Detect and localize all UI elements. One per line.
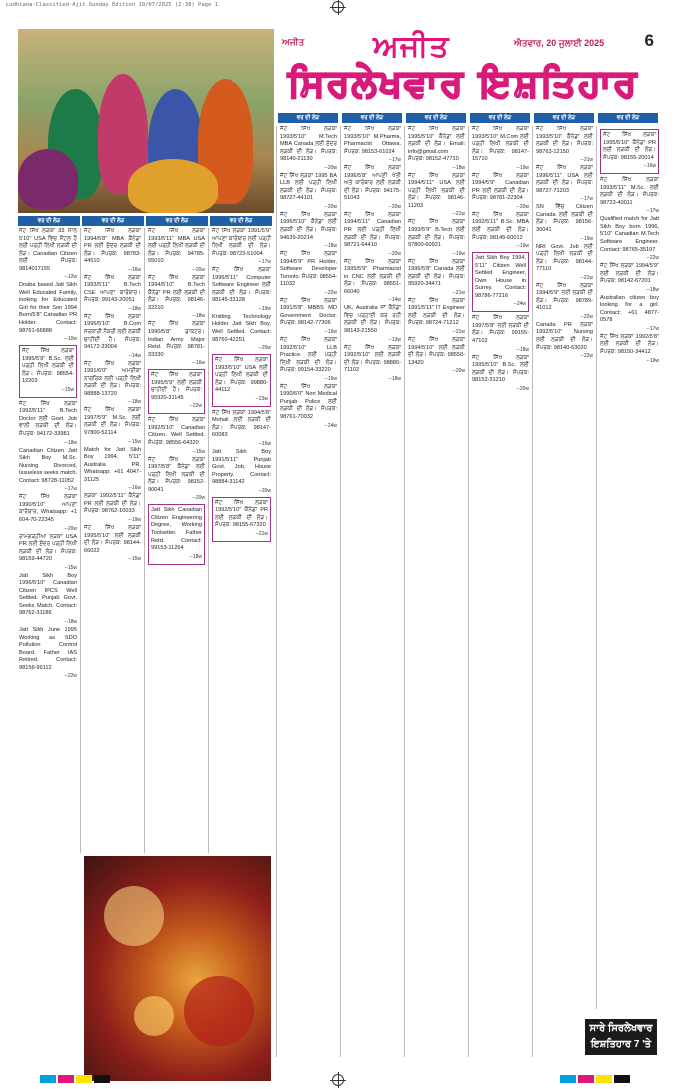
ad-code: --19w: [452, 250, 465, 257]
ad-column-3: [144, 228, 208, 853]
ad-column-5: [276, 126, 340, 1057]
classified-ad: [84, 275, 141, 312]
ad-code: --16w: [128, 485, 141, 492]
ad-text: ਜੱਟ ਸਿੱਖ ਲੜਕਾ 1994/5'11" Canadian PR ਲਈ ਪੜ੍ਹੀ ਲਿਖੀ ਲੜਕੀ ਦੀ ਲੋੜ। ਸੰਪਰਕ: 98721-64410: [344, 211, 401, 249]
classified-ad: [408, 298, 465, 335]
ad-code: --20w: [324, 164, 337, 171]
ad-text: Australian citizen boy looking for a girl. Contact: +61 4877-0578: [600, 294, 659, 324]
ad-code: --12w: [64, 274, 77, 281]
classified-ad: [84, 525, 141, 562]
ad-column-9: [532, 126, 596, 1057]
ad-code: --15w: [64, 564, 77, 571]
ad-column-8: [468, 126, 532, 1057]
ad-text: ਜੱਟ ਸਿੱਖ ਲੜਕਾ 1990/5'10" ਆਪਣਾ ਕਾਰੋਬਾਰ, Whatsapp: +1 604-70-22345: [19, 494, 77, 523]
ad-text: ਜੱਟ ਸਿੱਖ ਲੜਕਾ 1992/5'10" Canadian Citizen. Well Settled. ਸੰਪਰਕ: 98556-64320: [148, 417, 205, 447]
ad-text: ਜੱਟ ਸਿੱਖ ਲੜਕਾ 1995/5'10" ਕੈਨੇਡਾ PR ਲਈ ਲੜਕੀ ਦੀ ਲੋੜ। ਸੰਪਰਕ: 98155-20014: [603, 132, 656, 161]
ad-text: Doaba based Jatt Sikh Well Educated Family, looking for Educated Girl for their Son 1994 Born/5'8" Canadian PR Holder. Contact: 98761-66888: [19, 282, 77, 334]
ad-code: --13w: [388, 336, 401, 343]
classified-ad: [280, 384, 337, 429]
ad-text: ਜੱਟ ਸਿੱਖ ਲੜਕਾ 1995/5'9" Pharmacist in CNC ਲਈ ਲੜਕੀ ਦੀ ਲੋੜ। ਸੰਪਰਕ: 98551-66040: [344, 258, 401, 295]
classified-ad: [344, 259, 401, 304]
classified-ad: [148, 321, 205, 366]
ad-code: --19w: [324, 375, 337, 382]
ad-code: --20w: [324, 203, 337, 210]
ad-text: ਜੱਟ ਸਿੱਖ ਲੜਕਾ 1992/5'10" ਕੈਨੇਡਾ PR ਲਈ ਲੜਕੀ ਦੀ ਲੋੜ। ਸੰਪਰਕ: 98155-67320: [215, 499, 268, 529]
classified-ad: [84, 314, 141, 359]
ad-text: UK, Australia ਜਾਂ ਕੈਨੇਡਾ ਵਿਚ ਪੜ੍ਹਾਈ ਕਰ ਰਹੀ ਲੜਕੀ ਦੀ ਲੋੜ। ਸੰਪਰਕ: 98143-21550: [344, 305, 401, 335]
ad-code: --17w: [258, 259, 271, 266]
classified-ad: [280, 212, 337, 249]
category-header: ਵਰ ਦੀ ਲੋੜ: [406, 113, 466, 123]
ad-column-1: [16, 228, 80, 1057]
classified-ad: [212, 497, 271, 542]
ad-text: ਜੱਟ ਸਿੱਖ ਲੜਕਾ 1992/5'10" ਲਈ ਲੜਕੀ ਦੀ ਲੋੜ। ਸੰਪਰਕ: 98880-71102: [344, 344, 401, 374]
ad-text: ਜੱਟ ਸਿੱਖ ਲੜਕਾ 1991/5'8" MBBS MD Government Doctor. ਸੰਪਰਕ: 98142-77306: [280, 297, 337, 327]
ad-code: --20w: [258, 487, 271, 494]
ad-code: --18w: [128, 305, 141, 312]
classified-ad: [344, 305, 401, 342]
ad-code: --15w: [61, 386, 74, 393]
ad-code: --17w: [64, 486, 77, 493]
ad-code: --18w: [192, 313, 205, 320]
ad-text: Jatt Sikh Boy 1996/5'10" Canadian Citizen IPCS Well Settled. Punjab Govt. Seeks Match. Contact: 98762-31186: [19, 572, 77, 617]
classified-ad: [600, 295, 659, 332]
ad-text: ਜੱਟ ਸਿੱਖ ਲੜਕਾ 1996/5'11" USA ਲਈ ਲੜਕੀ ਦੀ ਲੋੜ। ਸੰਪਰਕ: 98727-71203: [536, 165, 593, 194]
category-header: ਵਰ ਦੀ ਲੋੜ: [146, 216, 208, 226]
ad-text: ਜੱਟ ਸਿੱਖ ਲੜਕਾ 1994/5'8" MBA ਕੈਨੇਡਾ PR ਲਈ ਸੁੰਦਰ ਲੜਕੀ ਦੀ ਲੋੜ। ਸੰਪਰਕ: 98783-44510: [84, 228, 141, 265]
category-header: ਵਰ ਦੀ ਲੋੜ: [598, 113, 658, 123]
ad-text: Qualified match for Jatt Sikh Boy born 1996, 5'10" Canadian M.Tech Software Engineer. Contact: 98765-35107: [600, 216, 659, 253]
ad-code: --15w: [128, 556, 141, 563]
ad-text: ਜੱਟ ਸਿੱਖ ਲੜਕਾ 1995/5'10" B.Sc. ਲਈ ਲੜਕੀ ਦੀ ਲੋੜ। ਸੰਪਰਕ: 98152-31210: [472, 354, 529, 384]
ad-code: --18w: [128, 399, 141, 406]
ad-text: ਜੱਟ ਸਿੱਖ ਲੜਕਾ 1992/5'11" B.Tech Doctor ਲਈ Govt. Job ਵਾਲੀ ਲੜਕੀ ਦੀ ਲੋੜ। ਸੰਪਰਕ: 94172-33981: [19, 400, 77, 438]
ad-code: --20w: [516, 203, 529, 210]
classified-ad: [408, 259, 465, 296]
ad-text: ਜੱਟ ਸਿੱਖ ਲੜਕਾ 1995 BA LLB ਲਈ ਪੜ੍ਹੀ ਲਿਖੀ ਲੜਕੀ ਦੀ ਲੋੜ। ਸੰਪਰਕ: 98727-44101: [280, 172, 337, 202]
ad-text: ਜੱਟ ਸਿੱਖ ਲੜਕਾ 1994/5'10" ਲਈ ਲੜਕੀ ਦੀ ਲੋੜ। ਸੰਪਰਕ: 98550-13420: [408, 337, 465, 366]
classified-ad: [19, 401, 77, 446]
classified-ad: [280, 298, 337, 335]
print-slug: Ludhiana-Classified-Ajit Sunday Edition 19/07/2025 (2:38) Page 1: [6, 2, 218, 8]
ad-column-10: [596, 126, 662, 1009]
classified-ad: [84, 447, 141, 492]
category-header: ਵਰ ਦੀ ਲੋੜ: [534, 113, 594, 123]
classified-ad: [344, 165, 401, 210]
ad-text: SN ਵਿੱਚ Citizen Canada ਲਈ ਲੜਕੀ ਦੀ ਲੋੜ। ਸੰਪਰਕ: 98156-30041: [536, 204, 593, 234]
ad-code: --22w: [580, 353, 593, 360]
ad-text: Jatt Sikh June 1995 Working as SDO Pollution Control Board. Father IAS Retired. Contact: 98156-99112: [19, 626, 77, 671]
classified-ad: [600, 216, 659, 261]
classified-ad: [19, 282, 77, 342]
wedding-photo: [84, 856, 271, 1081]
ad-text: ਜੱਟ ਸਿੱਖ ਲੜਕਾ 1993/5'10" M.Pharma, Pharmacist Ottawa. ਸੰਪਰਕ: 98153-61024: [344, 126, 401, 155]
ad-text: ਜੱਟ ਸਿੱਖ ਲੜਕਾ 1993/5'10" M.Com ਲਈ ਪੜ੍ਹੀ ਲਿਖੀ ਲੜਕੀ ਦੀ ਲੋੜ। ਸੰਪਰਕ: 98147-15710: [472, 126, 529, 163]
ad-code: --18w: [64, 439, 77, 446]
ad-code: --20w: [388, 203, 401, 210]
ad-text: ਜੱਟ ਸਿੱਖ ਲੜਕਾ 1995/5'10" ਲਈ ਲੜਕੀ ਦੀ ਲੋੜ। ਸੰਪਰਕ: 98144-66022: [84, 524, 141, 554]
ad-code: --24w: [324, 422, 337, 429]
ad-text: Canada PR ਲੜਕਾ 1992/5'10" Nursing ਲਈ ਲੜਕੀ ਦੀ ਲੋੜ। ਸੰਪਰਕ: 98140-63020: [536, 321, 593, 351]
ad-text: Jatt Sikh Canadian Citizen Engineering Degree, Working Toolsetter. Father Retd. Contact: 99153-11264: [151, 507, 202, 552]
category-header: ਵਰ ਦੀ ਲੋੜ: [342, 113, 402, 123]
ad-code: --20w: [258, 345, 271, 352]
classified-ad: [212, 449, 271, 494]
category-header: ਵਰ ਦੀ ਲੋੜ: [82, 216, 144, 226]
ad-code: --14w: [388, 297, 401, 304]
newspaper-brand: ਅਜੀਤ: [373, 29, 450, 64]
ad-text: ਜੱਟ ਸਿੱਖ ਲੜਕਾ 1993/5'10" USA ਲਈ ਪੜ੍ਹੀ ਲਿਖੀ ਲੜਕੀ ਦੀ ਲੋੜ। ਸੰਪਰਕ: 99880-44112: [215, 357, 268, 394]
ad-text: ਜੱਟ ਸਿੱਖ ਲੜਕਾ 1993/5'11" MBA USA ਲਈ ਪੜ੍ਹੀ ਲਿਖੀ ਲੜਕੀ ਦੀ ਲੋੜ। ਸੰਪਰਕ: 94785-55010: [148, 228, 205, 265]
ad-text: ਜੱਟ ਸਿੱਖ ਲੜਕਾ 1994/5'9" Canadian PR ਲਈ ਲੜਕੀ ਦੀ ਲੋੜ। ਸੰਪਰਕ: 98781-22304: [472, 172, 529, 202]
ad-code: --22w: [189, 403, 202, 410]
ad-text: ਜੱਟ ਸਿੱਖ ਲੜਕਾ 1995/5'9" ਲਈ ਲੜਕੀ ਚਾਹੀਦੀ ਹੈ। ਸੰਪਰਕ: 95920-31145: [151, 372, 202, 401]
ad-code: --10w: [64, 336, 77, 343]
ad-text: Jatt Sikh Boy 1994, 5'11" Citizen Well Settled Engineer, Own House in Surrey. Contact: 98786-77216: [475, 255, 526, 299]
ad-code: --22w: [646, 255, 659, 262]
ad-column-4: [208, 228, 274, 853]
ad-code: --18w: [64, 618, 77, 625]
ad-code: --17w: [388, 157, 401, 164]
classified-ad: [536, 322, 593, 359]
ad-code: --18w: [388, 375, 401, 382]
ad-code: --19w: [258, 305, 271, 312]
ad-code: --14w: [128, 352, 141, 359]
ad-text: ਜੱਟ ਸਿੱਖ ਲੜਕਾ 1995/5'9" B.Sc. ਲਈ ਪੜ੍ਹੀ ਲਿਖੀ ਲੜਕੀ ਦੀ ਲੋੜ। ਸੰਪਰਕ: 98554-12203: [22, 348, 74, 385]
classified-ad: [212, 314, 271, 351]
classified-ad: [148, 417, 205, 454]
classified-ad: [344, 212, 401, 257]
classified-ad: [19, 494, 77, 531]
classified-ad: [344, 345, 401, 382]
category-header: ਵਰ ਦੀ ਲੋੜ: [18, 216, 80, 226]
ad-text: ਜੱਟ ਸਿੱਖ ਲੜਕਾ 1996/5'11" Computer Software Engineer ਲਈ ਲੜਕੀ ਦੀ ਲੋੜ। ਸੰਪਰਕ: 98145-33128: [212, 267, 271, 304]
ad-text: Knitting Technology Holder Jatt Sikh Boy, Well Settled. Contact: 98760-42251: [212, 313, 271, 343]
ad-text: ਜੱਟ ਸਿੱਖ ਲੜਕਾ 1993/5'10" M.Tech MBA Canada ਲਈ ਸੁੰਦਰ ਲੜਕੀ ਦੀ ਲੋੜ। ਸੰਪਰਕ: 98140-21130: [280, 126, 337, 163]
classified-ad: [536, 165, 593, 202]
ad-text: ਜੱਟ ਸਿੱਖ ਲੜਕਾ 1992/5'8" ਲਈ ਲੜਕੀ ਦੀ ਲੋੜ। ਸੰਪਰਕ: 98150-34412: [600, 333, 659, 356]
promo-line-1: ਸਾਰੇ ਸਿਰਲੇਖਵਾਰ: [589, 1023, 653, 1034]
ad-code: --17w: [646, 325, 659, 332]
ad-code: --16w: [258, 441, 271, 448]
ad-code: --21w: [452, 289, 465, 296]
ad-text: ਜੱਟ ਸਿੱਖ ਲੜਕਾ 1994/5'11" USA ਲਈ ਪੜ੍ਹੀ ਲਿਖੀ ਲੜਕੀ ਦੀ ਲੋੜ। ਸੰਪਰਕ: 98146-11203: [408, 172, 465, 209]
classified-ad: [600, 129, 659, 174]
category-header: ਵਰ ਦੀ ਲੋੜ: [210, 216, 272, 226]
ad-text: ਰਾਮਗੜ੍ਹੀਆ ਲੜਕਾ USA PR ਲਈ ਸੁੰਦਰ ਪੜ੍ਹੀ ਲਿਖੀ ਲੜਕੀ ਦੀ ਲੋੜ। ਸੰਪਰਕ: 98159-44720: [19, 533, 77, 563]
masthead: [278, 29, 660, 111]
classified-ad: [84, 493, 141, 523]
category-header: ਵਰ ਦੀ ਲੋੜ: [470, 113, 530, 123]
classified-ad: [280, 251, 337, 296]
ad-column-2: [80, 228, 144, 853]
ad-column-7: [404, 126, 468, 1057]
classified-ad: [280, 126, 337, 171]
ad-text: Match for Jatt Sikh Boy 1994, 5'11" Australia PR. Whatsapp: +61 4047-31125: [84, 446, 141, 483]
hero-illustration: [18, 29, 274, 213]
ad-text: NRI Govt. Job ਲਈ ਪੜ੍ਹੀ ਲਿਖੀ ਲੜਕੀ ਦੀ ਲੋੜ। ਸੰਪਰਕ: 98144-77110: [536, 243, 593, 273]
ad-code: --20w: [388, 250, 401, 257]
ad-text: ਜੱਟ ਸਿੱਖ ਲੜਕਾ 1990/5'8" ਡਾਕਟਰ। Indian Army Major Retd. ਸੰਪਰਕ: 98781-33330: [148, 321, 205, 358]
promo-line-2: ਇਸ਼ਤਿਹਾਰ 7 'ਤੇ: [590, 1039, 652, 1050]
ad-text: ਜੱਟ ਸਿੱਖ ਲੜਕਾ 1994/5'9" ਲਈ ਲੜਕੀ ਦੀ ਲੋੜ। ਸੰਪਰਕ: 98142-67201: [600, 263, 659, 285]
ad-code: --17w: [580, 196, 593, 203]
classified-ad: [19, 534, 77, 571]
classified-ad: [19, 448, 77, 493]
ad-text: ਜੱਟ ਸਿੱਖ ਲੜਕਾ 1994/5'9" ਲਈ ਲੜਕੀ ਦੀ ਲੋੜ। ਸੰਪਰਕ: 98789-41012: [536, 282, 593, 312]
ad-text: ਜੱਟ ਸਿੱਖ ਲੜਕਾ 1990/6'0" Non Medical Punjab Police ਲਈ ਲੜਕੀ ਦੀ ਲੋੜ। ਸੰਪਰਕ: 98761-70032: [280, 383, 337, 420]
ad-code: --19w: [516, 243, 529, 250]
ad-text: ਜੱਟ ਸਿੱਖ ਲੜਕਾ 1997/5'8" ਲਈ ਲੜਕੀ ਦੀ ਲੋੜ। ਸੰਪਰਕ: 99155-47102: [472, 315, 529, 345]
ad-text: ਜੱਟ ਸਿੱਖ ਲੜਕਾ 1993/5'11" M.Sc. ਲਈ ਲੜਕੀ ਦੀ ਲੋੜ। ਸੰਪਰਕ: 98723-40011: [600, 177, 659, 206]
masthead-label: ਅਜੀਤ: [282, 37, 305, 47]
classified-ad: [19, 573, 77, 625]
ad-code: --22w: [64, 673, 77, 680]
classified-ad: [600, 263, 659, 293]
page-number: 6: [644, 31, 654, 50]
category-header: ਵਰ ਦੀ ਲੋੜ: [278, 113, 338, 123]
ad-code: --20w: [192, 495, 205, 502]
ad-code: --21w: [452, 211, 465, 218]
ad-column-6: [340, 126, 404, 1057]
classified-ad: [408, 219, 465, 256]
classified-ad: [212, 354, 271, 407]
classified-ad: [472, 355, 529, 392]
classified-ad: [472, 252, 529, 312]
ad-text: ਜੱਟ ਸਿੱਖ ਲੜਕਾ 1995/5'10" ਕੈਨੇਡਾ ਲਈ ਲੜਕੀ ਦੀ ਲੋੜ। Email: info@gmail.com ਸੰਪਰਕ: 98152-47710: [408, 126, 465, 163]
ad-code: --17w: [646, 208, 659, 215]
ad-text: ਜੱਟ ਸਿੱਖ ਲੜਕਾ 1996/5'10" B.Com ਸਰਕਾਰੀ ਨੌਕਰੀ ਲਈ ਲੜਕੀ ਚਾਹੀਦੀ ਹੈ। ਸੰਪਰਕ: 94172-33004: [84, 313, 141, 351]
ad-code: --22w: [580, 313, 593, 320]
ad-text: Jatt Sikh Boy 1991/5'11" Punjab Govt. Job, House Property. Contact: 98884-31142: [212, 449, 271, 486]
ad-text: ਜੱਟ ਸਿੱਖ ਲੜਕਾ 1994/5'10" B.Tech ਕੈਨੇਡਾ PR ਲਈ ਲੜਕੀ ਦੀ ਲੋੜ। ਸੰਪਰਕ: 98146-32210: [148, 274, 205, 311]
classified-ad: [408, 173, 465, 218]
print-color-bar: [0, 1063, 677, 1089]
classified-ad: [280, 337, 337, 382]
ad-code: --19w: [324, 329, 337, 336]
ad-text: ਜੱਟ ਸਿੱਖ ਲੜਕਾ 1997/5'9" M.Sc. ਲਈ ਲੜਕੀ ਦੀ ਲੋੜ। ਸੰਪਰਕ: 97800-52114: [84, 407, 141, 437]
classified-ad: [536, 244, 593, 281]
classified-ad: [212, 410, 271, 447]
ad-text: Canadian Citizen Jatt Sikh Boy M.Sc. Nursing Divorced, Issueless seeks match. Contact: 98728-11052: [19, 447, 77, 484]
ad-code: --23w: [255, 395, 268, 402]
ad-code: --15w: [192, 448, 205, 455]
ad-code: --18w: [452, 164, 465, 171]
classified-ad: [148, 369, 205, 414]
classified-ad: [472, 126, 529, 171]
ad-text: ਜੱਟ ਸਿੱਖ ਲੜਕਾ 33 ਸਾਲ 5'10" USA ਵਿਚ ਸੈਟਲ ਹੈ ਲਈ ਪੜ੍ਹੀ ਲਿਖੀ ਲੜਕੀ ਦੀ ਲੋੜ। Canadian Citizen ਲਈ ਸੰਪਰਕ: 9814017155: [19, 228, 77, 272]
classified-ad: [84, 228, 141, 273]
classified-ad: [212, 228, 271, 265]
ad-code: --15w: [128, 438, 141, 445]
ad-code: --19w: [646, 357, 659, 364]
ad-code: --16w: [192, 360, 205, 367]
classified-ad: [19, 228, 77, 280]
ad-code: --21w: [452, 329, 465, 336]
classified-ad: [84, 361, 141, 406]
ad-text: ਜੱਟ ਸਿੱਖ ਲੜਕਾ 1992/5'10" LLB Practice ਲਈ ਪੜ੍ਹੀ ਲਿਖੀ ਲੜਕੀ ਦੀ ਲੋੜ। ਸੰਪਰਕ: 99154-33220: [280, 337, 337, 374]
page-title: ਸਿਰਲੇਖਵਾਰ ਇਸ਼ਤਿਹਾਰ: [288, 62, 639, 105]
ad-text: ਲੜਕਾ 1992/5'11" ਕੈਨੇਡਾ PR ਲਈ ਲੜਕੀ ਦੀ ਲੋੜ। ਸੰਪਰਕ: 98762-10033: [84, 493, 141, 515]
classified-ad: [536, 204, 593, 241]
classified-ad: [408, 126, 465, 171]
classified-ad: [472, 212, 529, 249]
promo-box: [585, 1019, 657, 1055]
classified-ad: [212, 267, 271, 312]
ad-text: ਜੱਟ ਸਿੱਖ ਲੜਕਾ 1991/6'0" ਅਮਰੀਕਾ ਨਾਗਰਿਕ ਲਈ ਪੜ੍ਹੀ ਲਿਖੀ ਲੜਕੀ ਦੀ ਲੋੜ। ਸੰਪਰਕ: 98888-13720: [84, 360, 141, 397]
ad-code: --16w: [643, 163, 656, 170]
classified-ad: [408, 337, 465, 374]
ad-text: ਜੱਟ ਸਿੱਖ ਲੜਕਾ 1992/5'11" B.Sc. MBA ਲਈ ਲੜਕੀ ਦੀ ਲੋੜ। ਸੰਪਰਕ: 98145-60012: [472, 211, 529, 241]
classified-ad: [472, 173, 529, 210]
ad-code: --19w: [128, 516, 141, 523]
ad-text: ਜੱਟ ਸਿੱਖ ਲੜਕਾ 1993/5'9" B.Tech ਲਈ ਲੜਕੀ ਦੀ ਲੋੜ। ਸੰਪਰਕ: 97800-60921: [408, 219, 465, 249]
classified-ad: [536, 126, 593, 163]
ad-text: ਜੱਟ ਸਿੱਖ ਲੜਕਾ 1993/5'11" B.Tech CSE ਆਪਣਾ ਕਾਰੋਬਾਰ। ਸੰਪਰਕ: 99143-20051: [84, 274, 141, 304]
classified-ad: [600, 177, 659, 214]
ad-text: ਜੱਟ ਸਿੱਖ ਲੜਕਾ 1991/5'9" ਆਪਣਾ ਕਾਰੋਬਾਰ ਲਈ ਪੜ੍ਹੀ ਲਿਖੀ ਲੜਕੀ ਦੀ ਲੋੜ। ਸੰਪਰਕ: 98723-51004: [212, 228, 271, 257]
ad-code: --21w: [580, 157, 593, 164]
classified-ad: [536, 283, 593, 320]
ad-code: --20w: [192, 266, 205, 273]
issue-date: ਐਤਵਾਰ, 20 ਜੁਲਾਈ 2025: [514, 38, 605, 48]
classified-ad: [148, 228, 205, 273]
ad-code: --18w: [189, 553, 202, 560]
ad-text: ਜੱਟ ਸਿੱਖ ਲੜਕਾ 1996/5'8" Canada ਲਈ ਲੜਕੀ ਦੀ ਲੋੜ। ਸੰਪਰਕ: 95920-34471: [408, 258, 465, 288]
ad-text: ਜੱਟ ਸਿੱਖ ਲੜਕਾ 1996/5'10" ਕੈਨੇਡਾ ਲਈ ਲੜਕੀ ਦੀ ਲੋੜ। ਸੰਪਰਕ: 94639-20214: [280, 211, 337, 241]
ad-code: --20w: [516, 385, 529, 392]
ad-code: --19w: [516, 164, 529, 171]
ad-text: ਜੱਟ ਸਿੱਖ ਲੜਕਾ 1994/5'9" PR Holder, Software Developer Toronto. ਸੰਪਰਕ: 98554-11032: [280, 251, 337, 288]
ad-code: --16w: [128, 266, 141, 273]
ad-code: --20w: [452, 368, 465, 375]
ad-text: ਜੱਟ ਸਿੱਖ ਲੜਕਾ 1991/5'11" IT Engineer ਲਈ ਲੜਕੀ ਦੀ ਲੋੜ। ਸੰਪਰਕ: 98724-71212: [408, 297, 465, 327]
ad-code: --18w: [646, 286, 659, 293]
ad-code: --22w: [324, 289, 337, 296]
classified-ad: [600, 334, 659, 364]
ad-code: --24w: [513, 301, 526, 308]
classified-ad: [148, 457, 205, 502]
classified-ad: [148, 275, 205, 320]
classified-ad: [84, 407, 141, 444]
classified-ad: [344, 126, 401, 163]
ad-code: --21w: [255, 530, 268, 537]
registration-mark-icon: [332, 1, 344, 13]
ad-code: --18w: [324, 243, 337, 250]
ad-text: ਜੱਟ ਸਿੱਖ ਲੜਕਾ 1994/5'8" Mohali ਲਈ ਲੜਕੀ ਦੀ ਲੋੜ। ਸੰਪਰਕ: 98147-60083: [212, 409, 271, 439]
classified-ad: [19, 627, 77, 679]
ad-code: --20w: [64, 525, 77, 532]
classified-ad: [148, 504, 205, 564]
ad-text: ਜੱਟ ਸਿੱਖ ਲੜਕਾ 1993/5'10" ਕੈਨੇਡਾ ਲਈ ਲੜਕੀ ਦੀ ਲੋੜ। ਸੰਪਰਕ: 98763-12150: [536, 126, 593, 155]
classified-ad: [19, 345, 77, 398]
classified-ad: [472, 315, 529, 352]
ad-text: ਜੱਟ ਸਿੱਖ ਲੜਕਾ 1996/5'8" ਆਪਣੀ ਖੇਤੀ ਅਤੇ ਕਾਰੋਬਾਰ ਲਈ ਲੜਕੀ ਦੀ ਲੋੜ। ਸੰਪਰਕ: 94175-51043: [344, 165, 401, 202]
ad-code: --21w: [580, 274, 593, 281]
ad-code: --19w: [580, 235, 593, 242]
ad-code: --18w: [516, 346, 529, 353]
ad-text: ਜੱਟ ਸਿੱਖ ਲੜਕਾ 1997/5'8" ਕੈਨੇਡਾ ਲਈ ਪੜ੍ਹੀ ਲਿਖੀ ਲੜਕੀ ਦੀ ਲੋੜ। ਸੰਪਰਕ: 98152-90041: [148, 456, 205, 493]
classified-ad: [280, 173, 337, 210]
